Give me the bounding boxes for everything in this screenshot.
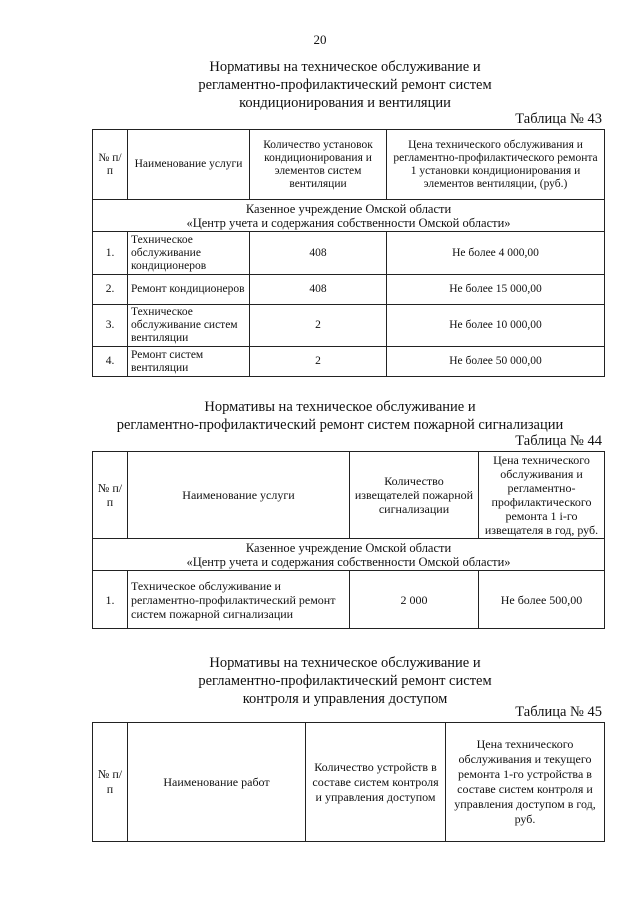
row-price: Не более 15 000,00 xyxy=(387,275,605,305)
header-service-name: Наименование услуги xyxy=(128,452,350,539)
header-service-name: Наименование услуги xyxy=(128,130,250,200)
table-44-label: Таблица № 44 xyxy=(515,433,602,449)
org-line: Казенное учреждение Омской области xyxy=(245,540,452,555)
row-quantity: 408 xyxy=(250,232,387,275)
table-44 xyxy=(92,451,605,629)
section3-title-line: контроля и управления доступом xyxy=(242,691,448,707)
section1-title-line: регламентно-профилактический ремонт систем xyxy=(198,77,492,93)
row-service-name: Техническое обслуживание кондиционеров xyxy=(128,232,250,275)
row-num: 1. xyxy=(93,571,128,629)
section2-title xyxy=(60,398,620,434)
row-service-name: Техническое обслуживание систем вентиляции xyxy=(128,305,250,347)
table-row xyxy=(93,305,605,347)
org-name xyxy=(93,539,605,571)
org-row xyxy=(93,539,605,571)
section3-title-line: Нормативы на техническое обслуживание и xyxy=(209,655,481,671)
table-row xyxy=(93,275,605,305)
section3-title xyxy=(90,654,600,708)
header-quantity: Количество устройств в составе систем контроля и управления доступом xyxy=(306,723,446,842)
table-header-row xyxy=(93,130,605,200)
header-price: Цена технического обслуживания и регламентно-профилактического ремонта 1 i-го извещателя в год, руб. xyxy=(479,452,605,539)
page-number: 20 xyxy=(313,32,327,47)
header-quantity: Количество извещателей пожарной сигнализации xyxy=(350,452,479,539)
row-num: 1. xyxy=(93,232,128,275)
org-line: Казенное учреждение Омской области xyxy=(245,201,452,216)
row-num: 2. xyxy=(93,275,128,305)
org-line: «Центр учета и содержания собственности Омской области» xyxy=(186,554,511,569)
row-price: Не более 4 000,00 xyxy=(387,232,605,275)
org-line: «Центр учета и содержания собственности Омской области» xyxy=(186,215,511,230)
table-43 xyxy=(92,129,605,377)
section2-title-line: регламентно-профилактический ремонт систем пожарной сигнализации xyxy=(116,417,564,433)
header-num: № п/п xyxy=(93,452,128,539)
row-service-name: Ремонт систем вентиляции xyxy=(128,347,250,377)
row-quantity: 2 xyxy=(250,347,387,377)
section1-title-line: кондиционирования и вентиляции xyxy=(239,95,451,111)
table-45-label: Таблица № 45 xyxy=(515,704,602,720)
row-price: Не более 500,00 xyxy=(479,571,605,629)
row-quantity: 408 xyxy=(250,275,387,305)
header-price: Цена технического обслуживания и регламентно-профилактического ремонта 1 установки кондиционирования и элементов вентиляции, (руб.) xyxy=(387,130,605,200)
header-num: № п/п xyxy=(93,723,128,842)
section1-title-line: Нормативы на техническое обслуживание и xyxy=(209,59,481,75)
table-row xyxy=(93,347,605,377)
row-quantity: 2 xyxy=(250,305,387,347)
table-45 xyxy=(92,722,605,842)
header-price: Цена технического обслуживания и текущего ремонта 1-го устройства в составе систем контроля и управления доступом в год, руб. xyxy=(446,723,605,842)
row-price: Не более 50 000,00 xyxy=(387,347,605,377)
table-row xyxy=(93,232,605,275)
row-num: 3. xyxy=(93,305,128,347)
row-price: Не более 10 000,00 xyxy=(387,305,605,347)
row-num: 4. xyxy=(93,347,128,377)
section2-title-line: Нормативы на техническое обслуживание и xyxy=(204,399,476,415)
row-service-name: Ремонт кондиционеров xyxy=(128,275,250,305)
table-row xyxy=(93,571,605,629)
section3-title-line: регламентно-профилактический ремонт систем xyxy=(198,673,492,689)
header-num: № п/п xyxy=(93,130,128,200)
table-header-row xyxy=(93,723,605,842)
header-quantity: Количество установок кондиционирования и элементов систем вентиляции xyxy=(250,130,387,200)
header-work-name: Наименование работ xyxy=(128,723,306,842)
table-header-row xyxy=(93,452,605,539)
row-service-name: Техническое обслуживание и регламентно-профилактический ремонт систем пожарной сигнализации xyxy=(128,571,350,629)
org-name xyxy=(93,200,605,232)
table-43-label: Таблица № 43 xyxy=(515,111,602,127)
org-row xyxy=(93,200,605,232)
row-quantity: 2 000 xyxy=(350,571,479,629)
section1-title xyxy=(90,58,600,112)
